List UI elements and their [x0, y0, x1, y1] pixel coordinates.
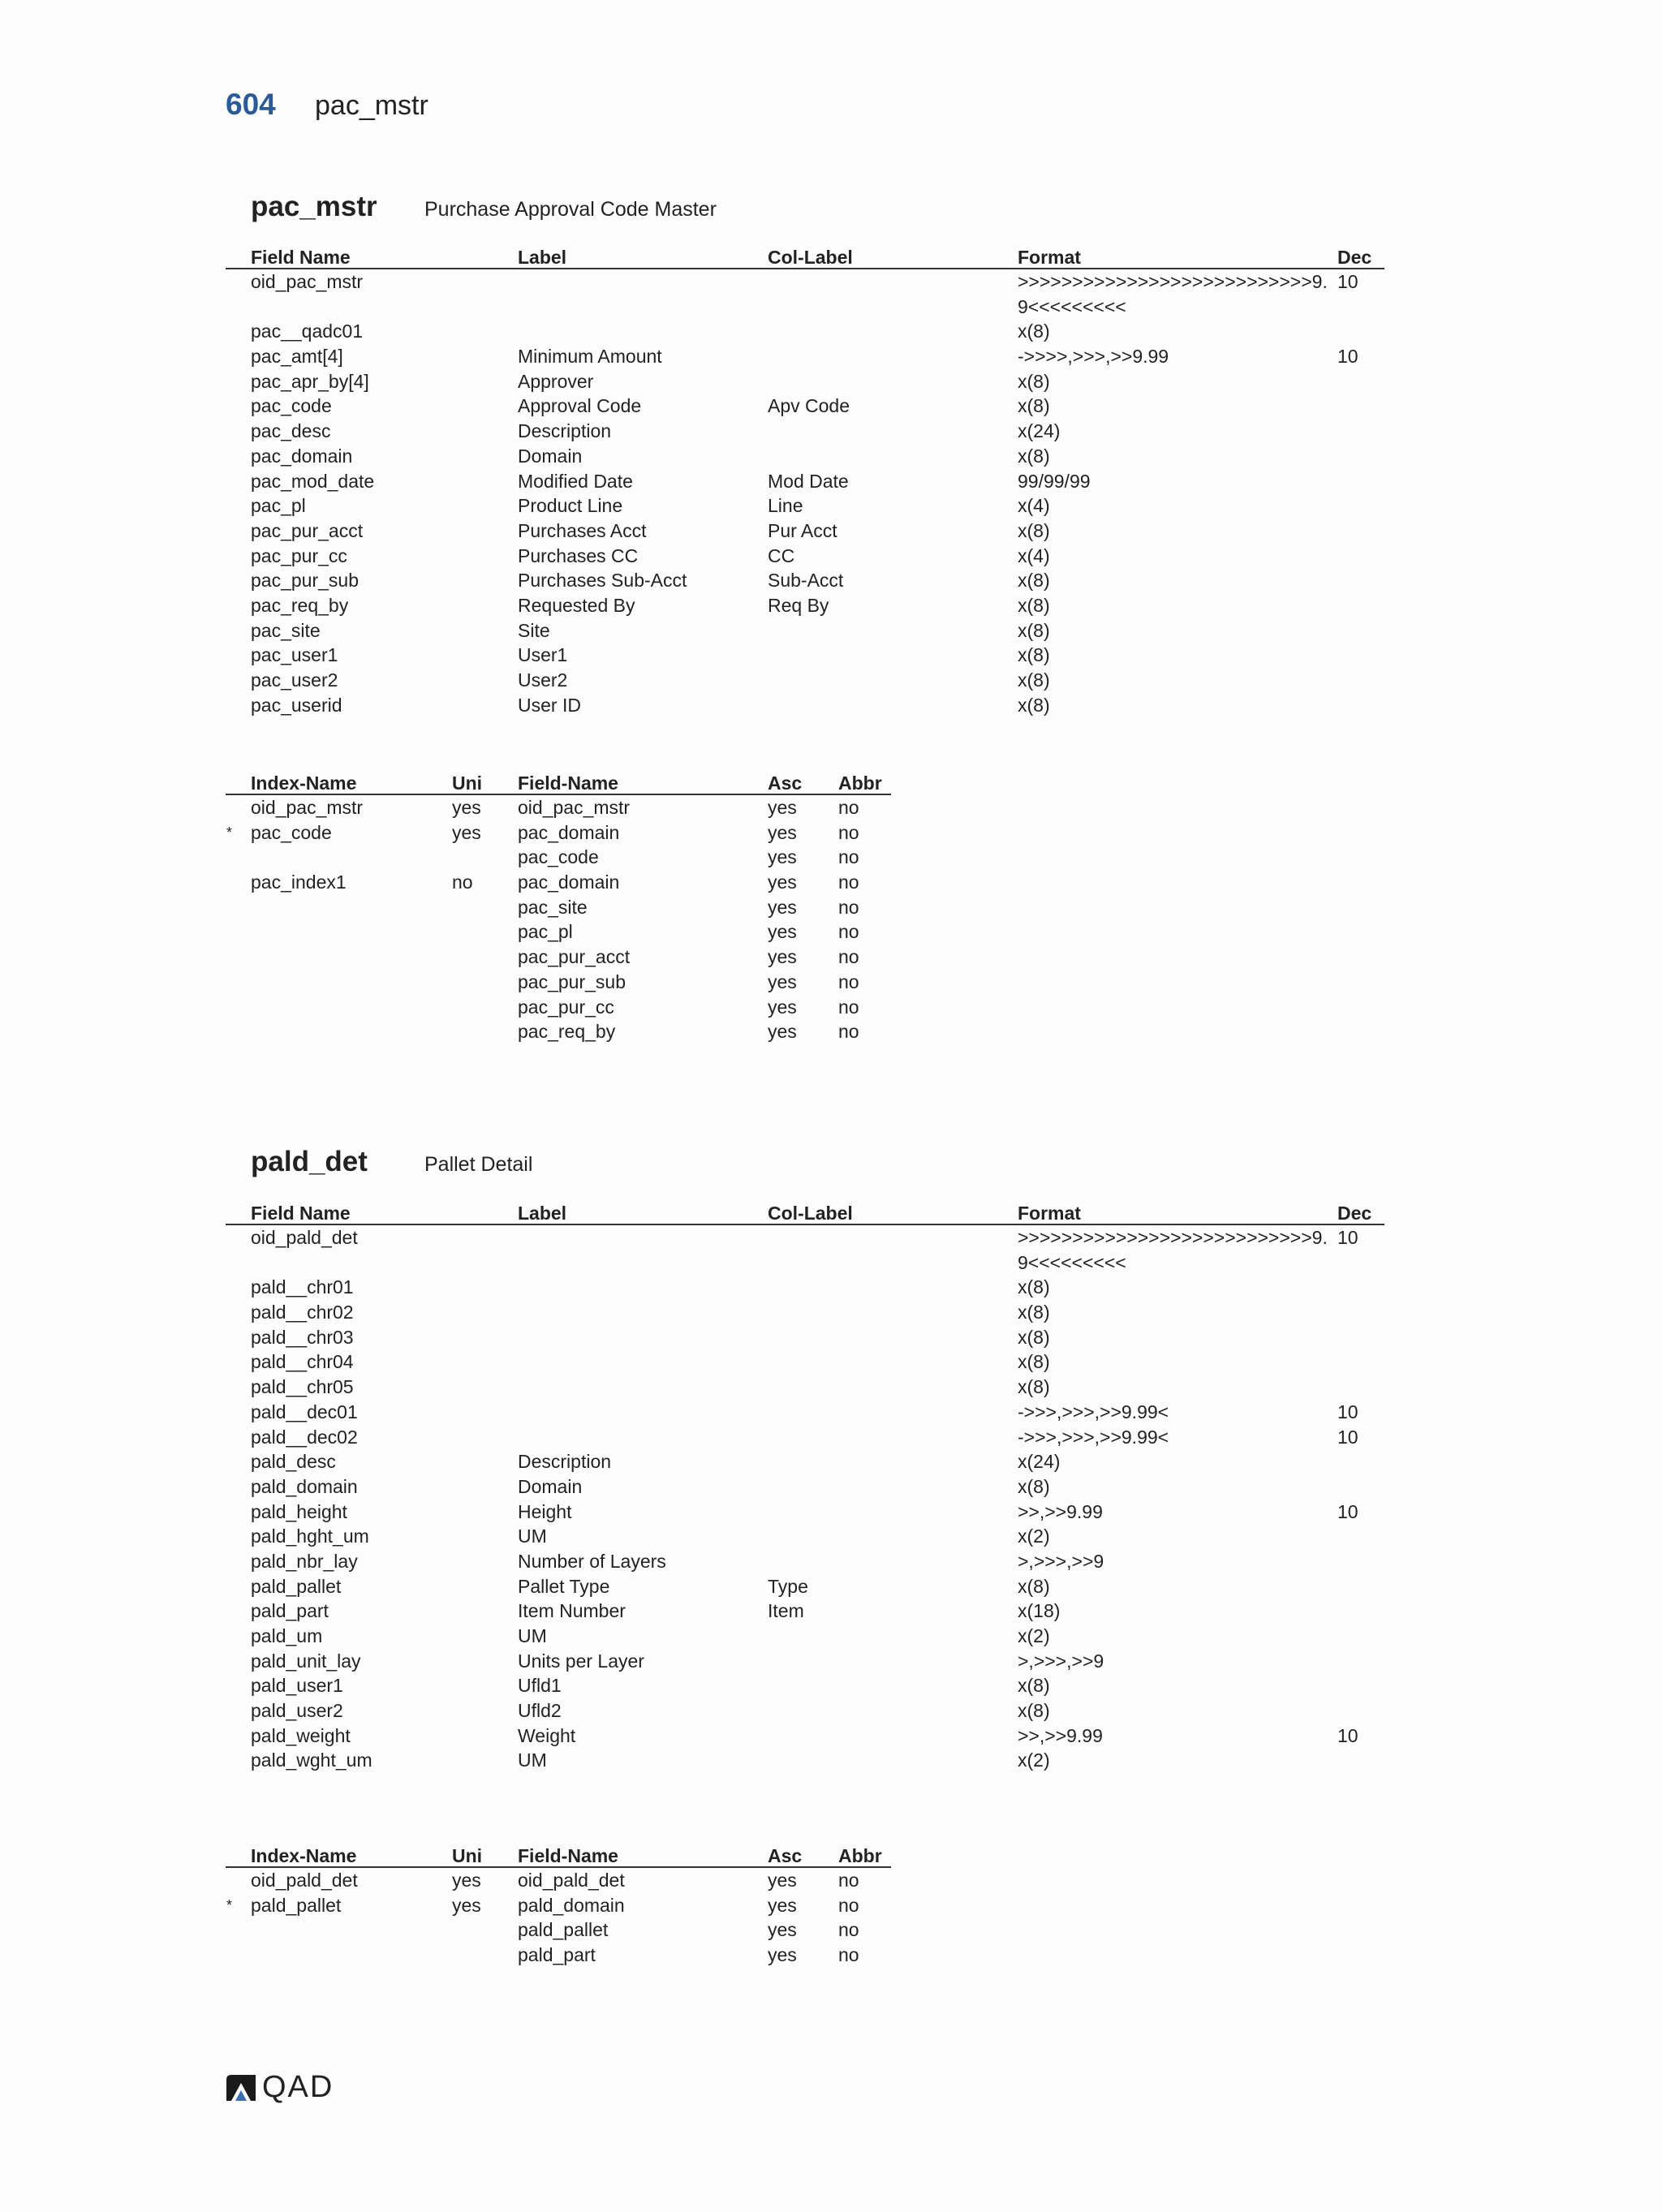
- index-field: pac_code: [518, 846, 599, 868]
- logo-text: QAD: [262, 2070, 334, 2104]
- field-name: pac_code: [251, 395, 332, 417]
- index-row: [226, 970, 891, 995]
- field-format: x(8): [1018, 519, 1050, 541]
- field-label: Pallet Type: [518, 1575, 610, 1597]
- field-format: 99/99/99: [1018, 470, 1091, 492]
- index-row: [226, 945, 891, 970]
- index-row: [226, 895, 891, 920]
- field-format: >>>>>>>>>>>>>>>>>>>>>>>>>>>9.9<<<<<<<<<: [1018, 271, 1328, 317]
- index-field: pald_domain: [518, 1894, 625, 1916]
- index-abbr: no: [838, 921, 859, 943]
- field-format: x(2): [1018, 1526, 1050, 1547]
- field-row: [226, 1549, 1384, 1574]
- index-row: [226, 919, 891, 945]
- index-row: [226, 995, 891, 1020]
- header-abbr: Abbr: [838, 772, 882, 794]
- field-row: [226, 1225, 1384, 1275]
- field-row: [226, 444, 1384, 469]
- field-format: x(24): [1018, 420, 1061, 442]
- field-row: [226, 1524, 1384, 1549]
- index-row: [226, 1019, 891, 1044]
- field-name: pald__chr01: [251, 1276, 354, 1298]
- field-format: x(8): [1018, 594, 1050, 616]
- index-asc: yes: [768, 1894, 797, 1916]
- field-format: x(8): [1018, 1700, 1050, 1722]
- field-row: [226, 593, 1384, 618]
- field-row: [226, 319, 1384, 344]
- index-abbr: no: [838, 821, 859, 843]
- field-label: Number of Layers: [518, 1550, 666, 1572]
- index-abbr: no: [838, 970, 859, 992]
- field-name: pald_wght_um: [251, 1749, 372, 1771]
- field-name: pald_part: [251, 1600, 329, 1622]
- index-asc: yes: [768, 797, 797, 818]
- field-name: pald__chr05: [251, 1376, 354, 1398]
- field-row: [226, 1624, 1384, 1649]
- field-row: [226, 1375, 1384, 1400]
- field-name: pac_desc: [251, 420, 331, 442]
- field-row: [226, 568, 1384, 593]
- field-name: pac_pur_cc: [251, 544, 347, 566]
- field-label: Purchases Acct: [518, 519, 647, 541]
- field-label: Approver: [518, 370, 594, 392]
- field-name: pald_user1: [251, 1675, 343, 1697]
- index-row: [226, 870, 891, 895]
- field-col-label: Item: [768, 1600, 804, 1622]
- field-dec: 10: [1337, 1426, 1358, 1448]
- header-dec: Dec: [1337, 247, 1372, 268]
- index-row: [226, 845, 891, 870]
- field-dec: 10: [1337, 1724, 1358, 1746]
- field-col-label: CC: [768, 544, 795, 566]
- field-format: x(24): [1018, 1451, 1061, 1473]
- field-dec: 10: [1337, 1401, 1358, 1422]
- field-name: pac_pur_sub: [251, 570, 359, 592]
- index-table-header: [226, 1842, 891, 1868]
- running-title: pac_mstr: [315, 90, 428, 121]
- field-format: >>,>>9.99: [1018, 1724, 1103, 1746]
- field-format: x(8): [1018, 445, 1050, 467]
- index-abbr: no: [838, 1894, 859, 1916]
- index-table: [226, 769, 891, 1044]
- field-label: User ID: [518, 694, 581, 716]
- index-table: [226, 1842, 891, 1968]
- index-field: pald_part: [518, 1944, 596, 1966]
- index-field: oid_pac_mstr: [518, 797, 631, 818]
- field-row: [226, 1425, 1384, 1450]
- field-format: x(8): [1018, 619, 1050, 641]
- field-label: User2: [518, 669, 568, 691]
- field-format: x(8): [1018, 1575, 1050, 1597]
- table-description: Pallet Detail: [424, 1153, 533, 1176]
- field-name: pald_desc: [251, 1451, 336, 1473]
- header-label: Label: [518, 247, 567, 268]
- field-format: x(8): [1018, 1675, 1050, 1697]
- index-abbr: no: [838, 1944, 859, 1966]
- index-field: pac_pl: [518, 921, 573, 943]
- field-label: Approval Code: [518, 395, 642, 417]
- field-row: [226, 1724, 1384, 1749]
- field-row: [226, 369, 1384, 394]
- field-label: Product Line: [518, 495, 623, 517]
- index-asc: yes: [768, 996, 797, 1018]
- field-col-label: Pur Acct: [768, 519, 837, 541]
- field-col-label: Mod Date: [768, 470, 849, 492]
- field-name: pac_req_by: [251, 594, 349, 616]
- index-abbr: no: [838, 896, 859, 918]
- index-row: [226, 1868, 891, 1893]
- field-label: Item Number: [518, 1600, 626, 1622]
- index-abbr: no: [838, 1919, 859, 1941]
- header-index-field: Field-Name: [518, 772, 618, 794]
- qad-logo-icon: [225, 2073, 257, 2102]
- index-field: pac_domain: [518, 821, 620, 843]
- header-index-name: Index-Name: [251, 1845, 357, 1866]
- field-dec: 10: [1337, 271, 1358, 292]
- field-format: ->>>,>>>,>>9.99<: [1018, 1426, 1169, 1448]
- index-field: pac_pur_cc: [518, 996, 614, 1018]
- field-label: Height: [518, 1500, 572, 1522]
- field-name: pald_um: [251, 1625, 323, 1647]
- index-unique: yes: [452, 797, 481, 818]
- header-label: Label: [518, 1203, 567, 1224]
- field-format: >>,>>9.99: [1018, 1500, 1103, 1522]
- index-asc: yes: [768, 1870, 797, 1891]
- field-name: pald_unit_lay: [251, 1650, 361, 1672]
- field-table: [226, 1199, 1384, 1773]
- index-asc: yes: [768, 896, 797, 918]
- field-name: pac_domain: [251, 445, 353, 467]
- field-name: pac_pl: [251, 495, 306, 517]
- field-row: [226, 1349, 1384, 1375]
- field-name: pac_amt[4]: [251, 346, 343, 368]
- field-name: pac__qadc01: [251, 321, 364, 342]
- field-name: pac_pur_acct: [251, 519, 364, 541]
- index-asc: yes: [768, 1944, 797, 1966]
- index-unique: no: [452, 871, 473, 893]
- field-name: pald_user2: [251, 1700, 343, 1722]
- field-label: Weight: [518, 1724, 576, 1746]
- field-name: pac_apr_by[4]: [251, 370, 369, 392]
- index-unique: yes: [452, 1870, 481, 1891]
- index-asc: yes: [768, 921, 797, 943]
- field-name: pald_height: [251, 1500, 347, 1522]
- index-field: pac_req_by: [518, 1021, 616, 1043]
- index-abbr: no: [838, 1870, 859, 1891]
- index-asc: yes: [768, 821, 797, 843]
- field-format: ->>>,>>>,>>9.99<: [1018, 1401, 1169, 1422]
- field-row: [226, 1275, 1384, 1300]
- field-format: ->>>>,>>>,>>9.99: [1018, 346, 1169, 368]
- field-label: Domain: [518, 445, 583, 467]
- header-uni: Uni: [452, 1845, 483, 1866]
- table-name: pald_det: [251, 1146, 368, 1177]
- field-col-label: Line: [768, 495, 803, 517]
- field-label: Ufld2: [518, 1700, 562, 1722]
- field-label: Site: [518, 619, 550, 641]
- qad-logo: [225, 2070, 334, 2105]
- field-format: x(8): [1018, 694, 1050, 716]
- index-row: [226, 795, 891, 820]
- header-uni: Uni: [452, 772, 483, 794]
- header-field-name: Field Name: [251, 247, 351, 268]
- field-row: [226, 1748, 1384, 1773]
- field-name: pac_user1: [251, 644, 338, 666]
- index-field: oid_pald_det: [518, 1870, 625, 1891]
- index-field: pac_pur_acct: [518, 946, 631, 968]
- field-name: pac_site: [251, 619, 321, 641]
- field-table-header: [226, 1199, 1384, 1225]
- index-field: pac_domain: [518, 871, 620, 893]
- field-label: Domain: [518, 1475, 583, 1497]
- header-abbr: Abbr: [838, 1845, 882, 1866]
- index-field: pald_pallet: [518, 1919, 609, 1941]
- field-label: UM: [518, 1526, 547, 1547]
- field-row: [226, 643, 1384, 668]
- field-row: [226, 269, 1384, 319]
- field-row: [226, 1474, 1384, 1500]
- field-name: pald_weight: [251, 1724, 351, 1746]
- index-name: oid_pald_det: [251, 1870, 358, 1891]
- index-unique: yes: [452, 821, 481, 843]
- index-abbr: no: [838, 996, 859, 1018]
- index-name: pald_pallet: [251, 1894, 342, 1916]
- header-asc: Asc: [768, 1845, 803, 1866]
- field-name: pald_domain: [251, 1475, 358, 1497]
- field-label: Requested By: [518, 594, 635, 616]
- field-row: [226, 344, 1384, 369]
- field-format: x(8): [1018, 370, 1050, 392]
- index-abbr: no: [838, 1021, 859, 1043]
- field-dec: 10: [1337, 346, 1358, 368]
- header-col-label: Col-Label: [768, 1203, 853, 1224]
- header-dec: Dec: [1337, 1203, 1372, 1224]
- field-label: Ufld1: [518, 1675, 562, 1697]
- field-label: UM: [518, 1625, 547, 1647]
- table-description: Purchase Approval Code Master: [424, 198, 717, 221]
- index-name: pac_code: [251, 821, 332, 843]
- field-row: [226, 419, 1384, 444]
- field-row: [226, 394, 1384, 419]
- field-col-label: Req By: [768, 594, 829, 616]
- field-col-label: Apv Code: [768, 395, 850, 417]
- field-dec: 10: [1337, 1227, 1358, 1248]
- field-label: User1: [518, 644, 568, 666]
- field-row: [226, 1574, 1384, 1599]
- field-name: pald__dec02: [251, 1426, 358, 1448]
- index-asc: yes: [768, 1021, 797, 1043]
- field-format: x(8): [1018, 1326, 1050, 1348]
- field-label: Description: [518, 420, 612, 442]
- field-format: x(4): [1018, 495, 1050, 517]
- field-label: Purchases Sub-Acct: [518, 570, 687, 592]
- index-row: [226, 1893, 891, 1918]
- table-name: pac_mstr: [251, 191, 377, 222]
- index-unique: yes: [452, 1894, 481, 1916]
- field-name: pald_hght_um: [251, 1526, 369, 1547]
- field-name: pald__chr04: [251, 1351, 354, 1373]
- field-row: [226, 1325, 1384, 1350]
- index-abbr: no: [838, 846, 859, 868]
- field-format: x(8): [1018, 669, 1050, 691]
- index-field: pac_pur_sub: [518, 970, 626, 992]
- field-format: x(2): [1018, 1749, 1050, 1771]
- index-asc: yes: [768, 946, 797, 968]
- header-format: Format: [1018, 1203, 1081, 1224]
- field-format: x(18): [1018, 1600, 1061, 1622]
- index-asc: yes: [768, 846, 797, 868]
- field-format: x(2): [1018, 1625, 1050, 1647]
- field-row: [226, 1500, 1384, 1525]
- field-format: >,>>>,>>9: [1018, 1550, 1104, 1572]
- field-format: >,>>>,>>9: [1018, 1650, 1104, 1672]
- index-asc: yes: [768, 871, 797, 893]
- field-row: [226, 618, 1384, 643]
- field-row: [226, 1300, 1384, 1325]
- field-row: [226, 493, 1384, 519]
- index-abbr: no: [838, 797, 859, 818]
- field-row: [226, 519, 1384, 544]
- field-dec: 10: [1337, 1500, 1358, 1522]
- header-index-field: Field-Name: [518, 1845, 618, 1866]
- field-row: [226, 1449, 1384, 1474]
- page-number: 604: [226, 88, 276, 121]
- field-format: x(8): [1018, 321, 1050, 342]
- header-index-name: Index-Name: [251, 772, 357, 794]
- field-name: pald__dec01: [251, 1401, 358, 1422]
- index-asc: yes: [768, 970, 797, 992]
- field-row: [226, 1698, 1384, 1724]
- field-name: oid_pac_mstr: [251, 271, 364, 292]
- header-col-label: Col-Label: [768, 247, 853, 268]
- field-label: Units per Layer: [518, 1650, 644, 1672]
- field-format: x(8): [1018, 1475, 1050, 1497]
- field-row: [226, 469, 1384, 494]
- field-row: [226, 693, 1384, 718]
- field-format: x(8): [1018, 570, 1050, 592]
- field-format: x(8): [1018, 1376, 1050, 1398]
- index-name: pac_index1: [251, 871, 347, 893]
- field-col-label: Type: [768, 1575, 808, 1597]
- table-title-block: [251, 1146, 532, 1178]
- field-format: x(8): [1018, 1302, 1050, 1323]
- header-field-name: Field Name: [251, 1203, 351, 1224]
- primary-index-marker: *: [226, 824, 233, 841]
- field-name: pac_userid: [251, 694, 342, 716]
- index-row: [226, 1917, 891, 1943]
- field-row: [226, 544, 1384, 569]
- index-field: pac_site: [518, 896, 588, 918]
- field-format: x(8): [1018, 1351, 1050, 1373]
- field-row: [226, 668, 1384, 693]
- field-table: [226, 243, 1384, 717]
- field-label: Modified Date: [518, 470, 633, 492]
- field-name: oid_pald_det: [251, 1227, 358, 1248]
- field-format: x(8): [1018, 644, 1050, 666]
- field-name: pac_mod_date: [251, 470, 375, 492]
- field-name: pald_nbr_lay: [251, 1550, 358, 1572]
- field-row: [226, 1649, 1384, 1674]
- field-row: [226, 1599, 1384, 1624]
- field-table-header: [226, 243, 1384, 269]
- index-abbr: no: [838, 871, 859, 893]
- field-row: [226, 1673, 1384, 1698]
- field-row: [226, 1400, 1384, 1425]
- index-row: [226, 1943, 891, 1968]
- field-label: Description: [518, 1451, 612, 1473]
- field-format: x(8): [1018, 1276, 1050, 1298]
- index-name: oid_pac_mstr: [251, 797, 364, 818]
- field-name: pac_user2: [251, 669, 338, 691]
- index-asc: yes: [768, 1919, 797, 1941]
- field-label: UM: [518, 1749, 547, 1771]
- index-abbr: no: [838, 946, 859, 968]
- field-name: pald__chr02: [251, 1302, 354, 1323]
- header-format: Format: [1018, 247, 1081, 268]
- field-col-label: Sub-Acct: [768, 570, 844, 592]
- field-format: >>>>>>>>>>>>>>>>>>>>>>>>>>>9.9<<<<<<<<<: [1018, 1227, 1328, 1273]
- field-name: pald__chr03: [251, 1326, 354, 1348]
- field-label: Purchases CC: [518, 544, 639, 566]
- table-title-block: [251, 191, 717, 223]
- field-format: x(8): [1018, 395, 1050, 417]
- index-row: [226, 820, 891, 846]
- primary-index-marker: *: [226, 1896, 233, 1913]
- field-label: Minimum Amount: [518, 346, 662, 368]
- header-asc: Asc: [768, 772, 803, 794]
- field-format: x(4): [1018, 544, 1050, 566]
- index-table-header: [226, 769, 891, 795]
- field-name: pald_pallet: [251, 1575, 342, 1597]
